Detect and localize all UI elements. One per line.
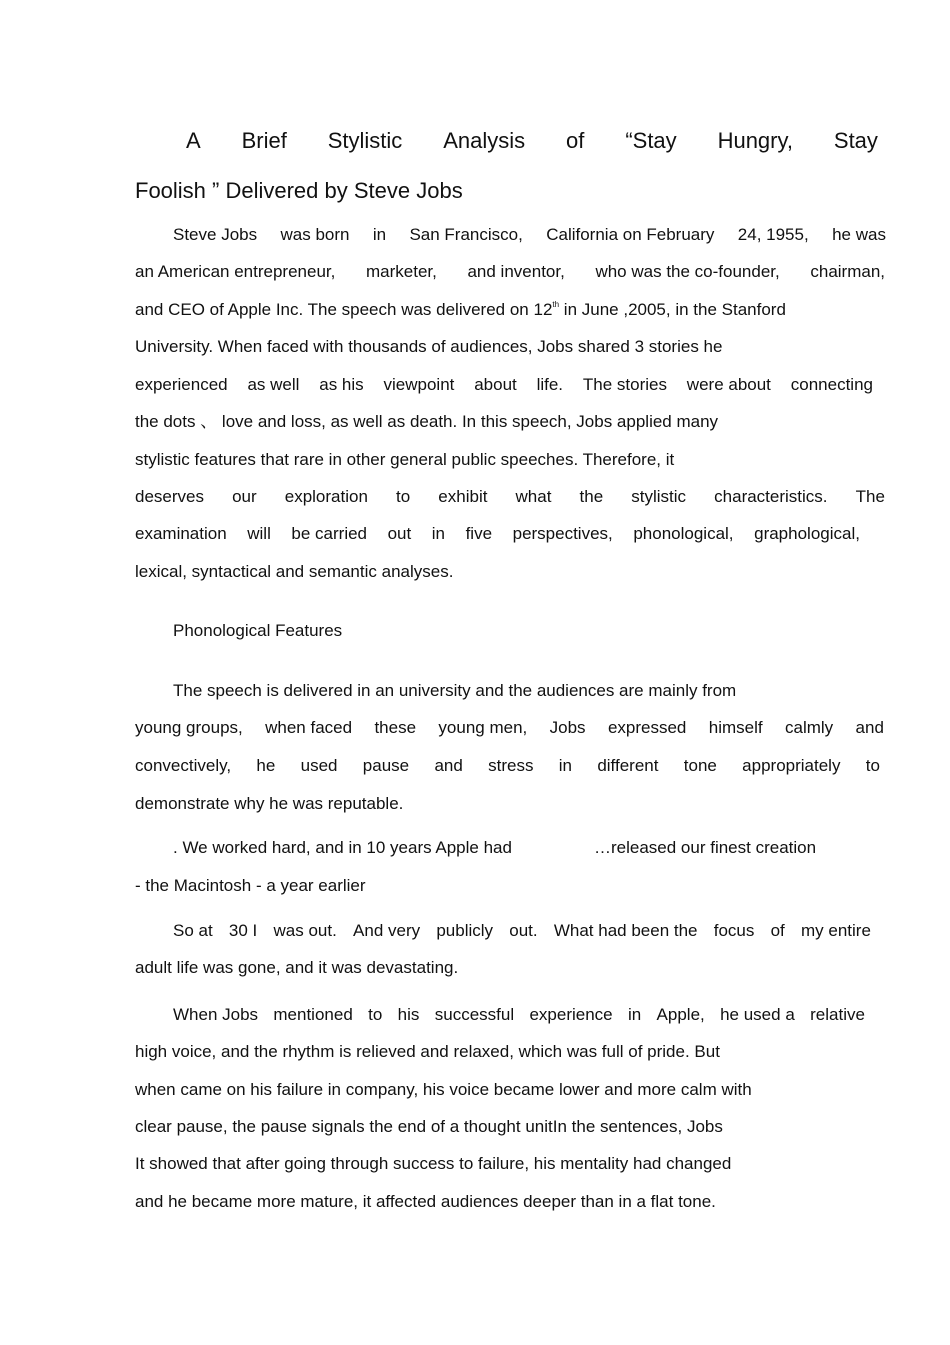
word-segment: Analysis — [443, 128, 526, 153]
word-segment: chairman, — [810, 262, 885, 281]
word-segment: out — [387, 524, 412, 543]
word-segment: exploration — [284, 487, 368, 506]
intro-line-6: the dots 、 love and loss, as well as death. In this speech, Jobs applied many — [135, 412, 719, 431]
intro-line-3-b: in June ,2005, in the Stanford — [559, 300, 786, 319]
word-segment: when faced — [265, 718, 353, 737]
word-segment: our — [232, 487, 257, 506]
word-segment: mentioned — [273, 1005, 353, 1024]
word-segment: as his — [319, 375, 364, 394]
word-segment: was born — [280, 225, 350, 244]
word-segment: phonological, — [633, 524, 734, 543]
word-segment: connecting — [790, 375, 873, 394]
word-segment: And very — [353, 921, 421, 940]
word-segment: and — [855, 718, 884, 737]
analysis-line-1 — [173, 1005, 865, 1025]
word-segment: were about — [686, 375, 771, 394]
word-segment: in — [372, 225, 387, 244]
word-segment: life. — [536, 375, 564, 394]
word-segment: experienced — [135, 375, 228, 394]
word-segment: young groups, — [135, 718, 243, 737]
word-segment: was out. — [273, 921, 337, 940]
word-segment: stress — [488, 756, 534, 775]
word-segment: to — [865, 756, 880, 775]
word-segment: in — [627, 1005, 642, 1024]
word-segment: expressed — [607, 718, 687, 737]
word-segment: So at — [173, 921, 213, 940]
analysis-line-4: clear pause, the pause signals the end of a thought unitIn the sentences, Jobs — [135, 1117, 723, 1136]
analysis-line-2: high voice, and the rhythm is relieved and relaxed, which was full of pride. But — [135, 1042, 720, 1061]
word-segment: Apple, — [656, 1005, 705, 1024]
intro-line-2 — [135, 262, 885, 282]
word-segment: five — [465, 524, 493, 543]
word-segment: exhibit — [438, 487, 488, 506]
word-segment: young men, — [438, 718, 528, 737]
word-segment: experience — [529, 1005, 613, 1024]
word-segment: A — [186, 128, 201, 153]
word-segment: successful — [434, 1005, 515, 1024]
word-segment: “Stay — [625, 128, 677, 153]
word-segment: convectively, — [135, 756, 232, 775]
word-segment: examination — [135, 524, 227, 543]
ordinal-suffix: th — [552, 300, 560, 309]
word-segment: the — [579, 487, 604, 506]
word-segment: The stories — [582, 375, 667, 394]
word-segment: be carried — [291, 524, 368, 543]
word-segment: 30 I — [228, 921, 258, 940]
phon-line-1: The speech is delivered in an university and the audiences are mainly from — [173, 681, 737, 700]
intro-line-1 — [173, 225, 886, 245]
word-segment: 24, 1955, — [737, 225, 809, 244]
quote-2-line-1 — [173, 921, 871, 941]
word-segment: who was the co-founder, — [595, 262, 780, 281]
word-segment: calmly — [784, 718, 834, 737]
intro-line-10: lexical, syntactical and semantic analyses. — [135, 562, 454, 581]
quote-1-line-2: - the Macintosh - a year earlier — [135, 876, 366, 895]
intro-line-3 — [135, 300, 786, 320]
word-segment: What had been the — [553, 921, 698, 940]
word-segment: about — [474, 375, 517, 394]
word-segment: Steve Jobs — [173, 225, 258, 244]
phon-line-2 — [135, 718, 884, 738]
word-segment: Hungry, — [717, 128, 793, 153]
word-segment: he used a — [720, 1005, 795, 1024]
title-line-1 — [186, 128, 878, 154]
word-segment: The — [855, 487, 885, 506]
word-segment: relative — [810, 1005, 865, 1024]
word-segment: deserves — [135, 487, 204, 506]
word-segment: marketer, — [365, 262, 437, 281]
word-segment: viewpoint — [383, 375, 455, 394]
phon-line-4: demonstrate why he was reputable. — [135, 794, 404, 813]
analysis-line-6: and he became more mature, it affected audiences deeper than in a flat tone. — [135, 1192, 716, 1211]
intro-line-4: University. When faced with thousands of audiences, Jobs shared 3 stories he — [135, 337, 723, 356]
title-line-2: Foolish ” Delivered by Steve Jobs — [135, 178, 463, 203]
word-segment: different — [597, 756, 659, 775]
word-segment: and — [434, 756, 463, 775]
word-segment: as well — [247, 375, 300, 394]
word-segment: and inventor, — [467, 262, 565, 281]
word-segment: what — [515, 487, 552, 506]
word-segment: tone — [683, 756, 717, 775]
word-segment: graphological, — [754, 524, 860, 543]
quote-2-line-2: adult life was gone, and it was devastating. — [135, 958, 459, 977]
word-segment: used — [300, 756, 338, 775]
intro-line-5 — [135, 375, 873, 395]
word-segment: he — [256, 756, 276, 775]
word-segment: his — [397, 1005, 420, 1024]
word-segment: focus — [713, 921, 755, 940]
word-segment: Stay — [833, 128, 878, 153]
word-segment: in — [431, 524, 446, 543]
word-segment: to — [368, 1005, 383, 1024]
analysis-line-3: when came on his failure in company, his voice became lower and more calm with — [135, 1080, 752, 1099]
word-segment: of — [566, 128, 585, 153]
word-segment: an American entrepreneur, — [135, 262, 336, 281]
word-segment: When Jobs — [173, 1005, 259, 1024]
intro-line-3-a: and CEO of Apple Inc. The speech was delivered on 12 — [135, 300, 553, 319]
word-segment: these — [374, 718, 417, 737]
word-segment: California on February — [546, 225, 715, 244]
word-segment: in — [558, 756, 573, 775]
quote-1-a: . We worked hard, and in 10 years Apple had — [173, 838, 512, 857]
word-segment: out. — [509, 921, 538, 940]
word-segment: Stylistic — [327, 128, 403, 153]
word-segment: my entire — [801, 921, 871, 940]
word-segment: he was — [832, 225, 886, 244]
intro-line-7: stylistic features that rare in other general public speeches. Therefore, it — [135, 450, 675, 469]
word-segment: Brief — [241, 128, 287, 153]
word-segment: publicly — [436, 921, 494, 940]
word-segment: of — [770, 921, 785, 940]
word-segment: pause — [362, 756, 410, 775]
word-segment: himself — [708, 718, 763, 737]
intro-line-9 — [135, 524, 860, 544]
word-segment: will — [247, 524, 271, 543]
word-segment: to — [396, 487, 411, 506]
section-heading: Phonological Features — [173, 621, 343, 640]
word-segment: San Francisco, — [409, 225, 523, 244]
word-segment: perspectives, — [512, 524, 613, 543]
analysis-line-5: It showed that after going through success to failure, his mentality had changed — [135, 1154, 732, 1173]
word-segment: Jobs — [549, 718, 586, 737]
intro-line-8 — [135, 487, 885, 507]
word-segment: stylistic — [631, 487, 687, 506]
word-segment: characteristics. — [714, 487, 828, 506]
quote-1-b: …released our finest creation — [594, 838, 817, 857]
word-segment: appropriately — [742, 756, 841, 775]
phon-line-3 — [135, 756, 880, 776]
